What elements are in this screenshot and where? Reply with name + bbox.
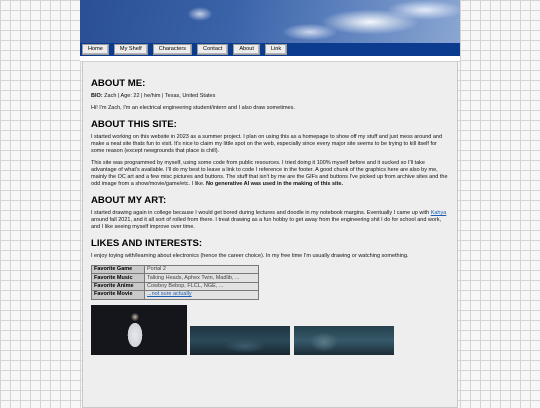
bio-label: BIO: [91, 93, 103, 99]
about-site-paragraph-2 [91, 160, 449, 188]
about-art-text-before: I started drawing again in college because I would get bored during lectures and doodle in my notebook margins. Eventually I came up with [91, 210, 431, 216]
gallery-image-anime-still[interactable] [190, 326, 290, 355]
favorite-value [145, 291, 259, 299]
nav-bar [80, 43, 460, 56]
likes-heading: LIKES AND INTERESTS: [91, 238, 203, 249]
nav-about-button[interactable]: About [233, 44, 260, 55]
nav-characters-button[interactable]: Characters [153, 44, 192, 55]
favorite-value: Cowboy Bebop, FLCL, NGE, ... [145, 282, 259, 290]
table-row [92, 266, 259, 274]
art-gallery [91, 305, 449, 355]
kahya-link[interactable]: Kahya [430, 210, 447, 216]
main-content [82, 62, 458, 408]
table-row [92, 282, 259, 290]
nav-contact-button[interactable]: Contact [197, 44, 228, 55]
favorite-label: Favorite Movie [92, 291, 145, 299]
gallery-image-character[interactable] [91, 305, 187, 355]
about-site-heading: ABOUT THIS SITE: [91, 119, 177, 130]
favorite-movie-link[interactable]: ...not sure actually [147, 291, 192, 298]
nav-home-button[interactable]: Home [82, 44, 109, 55]
about-me-heading: ABOUT ME: [91, 78, 146, 89]
intro-text: Hi! I'm Zach, I'm an electrical engineering student/intern and I also draw sometimes. [91, 105, 295, 111]
gallery-image-anime-still[interactable] [294, 326, 394, 355]
page-wrapper [80, 0, 460, 405]
bio-line [91, 93, 449, 100]
favorite-label: Favorite Game [92, 266, 145, 274]
favorites-table [91, 265, 259, 300]
about-art-heading: ABOUT MY ART: [91, 195, 167, 206]
favorite-label: Favorite Music [92, 274, 145, 282]
about-site-text: This site was programmed by myself, using some code from public resources. I tried doing it 100% myself before and it sucked so I'll take advantage of what's available. I'll do my best to leave a link to code I reference in the footer. A good chunk of the graphics here are also by me, mainly the OC art and a few misc pictures and buttons. The stuff that isn't by me are the GIFs and buttons I've picked up from archive sites and the odd image from a show/movie/game/etc. I like. [91, 160, 448, 187]
favorite-value: Portal 2 [145, 266, 259, 274]
bio-text: Zach | Age: 22 | he/him | Texas, United States [102, 93, 216, 99]
table-row [92, 291, 259, 299]
likes-paragraph: I enjoy toying with/learning about electronics (hence the career choice). In my free time I'm usually drawing or watching something. [91, 253, 409, 259]
favorite-value: Talking Heads, Aphex Twin, Madlib, ... [145, 274, 259, 282]
table-row [92, 274, 259, 282]
favorite-label: Favorite Anime [92, 282, 145, 290]
nav-link-button[interactable]: Link [265, 44, 287, 55]
about-art-text-after: around fall 2021, and it all sort of rolled from there. I treat drawing as a fun hobby to get away from the engineering shit I do for school and work, and I like seeing myself improve over time. [91, 217, 442, 230]
no-ai-note: No generative AI was used in the making of this site. [205, 181, 343, 187]
nav-my-shelf-button[interactable]: My Shelf [114, 44, 148, 55]
about-art-paragraph [91, 210, 449, 231]
sky-banner [80, 0, 460, 43]
about-site-paragraph-1: I started working on this website in 2023 as a summer project. I plan on using this as a homepage to show off my stuff and just mess around and make a neat site thats fun to visit. It's nice to claim my little spot on the web, especially since every major site seems to be trying to kill itself for some reason (except newgrounds that place is chill). [91, 134, 443, 154]
